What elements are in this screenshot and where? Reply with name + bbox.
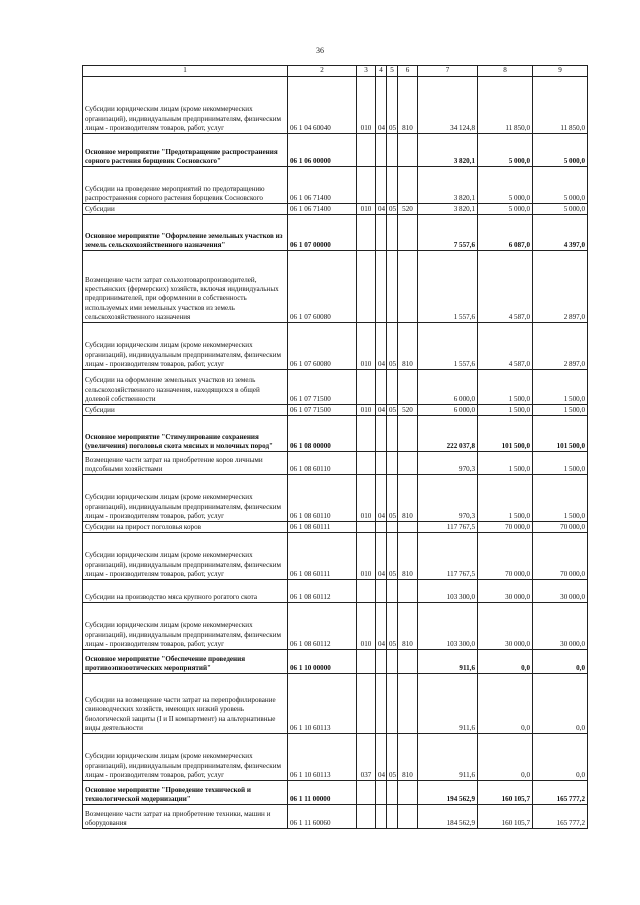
subsection-code [387,452,398,475]
col-header-1: 1 [83,66,288,77]
budget-code: 06 1 08 60111 [288,522,357,533]
expense-type-code [398,416,418,452]
budget-code: 06 1 06 00000 [288,134,357,167]
expense-type-code: 810 [398,734,418,781]
ministry-code [357,805,376,829]
item-name: Субсидии на возмещение части затрат на перепрофилирование свиноводческих хозяйств, имеющих низкий уровень биологической защиты (I и II компартмент) на альтернативные виды деятельности [83,674,288,734]
expense-type-code [398,781,418,805]
budget-code: 06 1 08 60111 [288,533,357,580]
expense-type-code [398,580,418,603]
item-name: Основное мероприятие "Оформление земельных участков из земель сельскохозяйственного назначения" [83,215,288,251]
section-code: 04 [376,533,387,580]
amount-col-9: 1 500,0 [533,475,588,522]
amount-col-9: 4 397,0 [533,215,588,251]
item-name: Субсидии юридическим лицам (кроме некоммерческих организаций), индивидуальным предпринимателям, физическим лицам - производителям товаров, работ, услуг [83,323,288,370]
subsection-code [387,251,398,323]
section-code [376,452,387,475]
col-header-3: 3 [357,66,376,77]
expense-type-code [398,134,418,167]
amount-col-9: 0,0 [533,674,588,734]
item-name: Субсидии на проведение мероприятий по предотвращению распространения сорного растения борщевик Сосновского [83,167,288,204]
budget-code: 06 1 06 71400 [288,167,357,204]
expense-type-code [398,251,418,323]
subsection-code [387,580,398,603]
item-name: Возмещение части затрат на приобретение техники, машин и оборудования [83,805,288,829]
item-name: Основное мероприятие "Проведение технической и технологической модернизации" [83,781,288,805]
amount-col-7: 6 000,0 [418,405,478,416]
item-name: Основное мероприятие "Предотвращение распространения сорного растения борщевик Сосновского" [83,134,288,167]
subsection-code: 05 [387,77,398,134]
budget-code: 06 1 10 00000 [288,650,357,674]
amount-col-8: 5 000,0 [478,167,533,204]
budget-code: 06 1 07 71500 [288,405,357,416]
ministry-code: 010 [357,323,376,370]
budget-code: 06 1 10 60113 [288,674,357,734]
amount-col-7: 1 557,6 [418,323,478,370]
table-row [83,580,588,603]
amount-col-9: 1 500,0 [533,452,588,475]
amount-col-8: 70 000,0 [478,522,533,533]
amount-col-8: 4 587,0 [478,251,533,323]
budget-code: 06 1 08 60110 [288,452,357,475]
item-name: Субсидии [83,405,288,416]
budget-code: 06 1 07 00000 [288,215,357,251]
item-name: Субсидии на производство мяса крупного рогатого скота [83,580,288,603]
table-row [83,475,588,522]
ministry-code [357,580,376,603]
col-header-7: 7 [418,66,478,77]
ministry-code: 010 [357,77,376,134]
item-name: Субсидии на прирост поголовья коров [83,522,288,533]
budget-code: 06 1 07 60080 [288,251,357,323]
ministry-code [357,167,376,204]
amount-col-9: 30 000,0 [533,580,588,603]
header-row [83,66,588,77]
amount-col-7: 1 557,6 [418,251,478,323]
subsection-code: 05 [387,533,398,580]
amount-col-7: 6 000,0 [418,370,478,405]
item-name: Субсидии юридическим лицам (кроме некоммерческих организаций), индивидуальным предпринимателям, физическим лицам - производителям товаров, работ, услуг [83,77,288,134]
subsection-code [387,522,398,533]
amount-col-8: 0,0 [478,734,533,781]
expense-type-code [398,370,418,405]
amount-col-8: 160 105,7 [478,781,533,805]
col-header-4: 4 [376,66,387,77]
subsection-code: 05 [387,323,398,370]
expense-type-code: 810 [398,475,418,522]
amount-col-7: 911,6 [418,650,478,674]
table-row [83,533,588,580]
amount-col-8: 101 500,0 [478,416,533,452]
section-code [376,781,387,805]
section-code: 04 [376,475,387,522]
ministry-code: 010 [357,475,376,522]
table-row [83,405,588,416]
amount-col-8: 1 500,0 [478,405,533,416]
amount-col-8: 5 000,0 [478,204,533,215]
amount-col-7: 911,6 [418,674,478,734]
amount-col-9: 30 000,0 [533,603,588,650]
col-header-6: 6 [398,66,418,77]
expense-type-code: 810 [398,603,418,650]
subsection-code [387,781,398,805]
amount-col-9: 0,0 [533,650,588,674]
item-name: Субсидии [83,204,288,215]
subsection-code [387,416,398,452]
amount-col-8: 30 000,0 [478,603,533,650]
amount-col-7: 7 557,6 [418,215,478,251]
item-name: Субсидии юридическим лицам (кроме некоммерческих организаций), индивидуальным предпринимателям, физическим лицам - производителям товаров, работ, услуг [83,603,288,650]
budget-table [82,65,588,829]
ministry-code [357,370,376,405]
expense-type-code [398,805,418,829]
table-row [83,734,588,781]
budget-code: 06 1 11 00000 [288,781,357,805]
item-name: Субсидии юридическим лицам (кроме некоммерческих организаций), индивидуальным предпринимателям, физическим лицам - производителям товаров, работ, услуг [83,533,288,580]
amount-col-7: 3 820,1 [418,204,478,215]
item-name: Возмещение части затрат на приобретение коров личными подсобными хозяйствами [83,452,288,475]
budget-code: 06 1 07 71500 [288,370,357,405]
amount-col-7: 117 767,5 [418,533,478,580]
col-header-9: 9 [533,66,588,77]
budget-code: 06 1 07 60080 [288,323,357,370]
subsection-code [387,805,398,829]
amount-col-9: 2 897,0 [533,251,588,323]
subsection-code [387,167,398,204]
expense-type-code [398,167,418,204]
section-code: 04 [376,77,387,134]
ministry-code: 010 [357,204,376,215]
table-row [83,650,588,674]
budget-code: 06 1 10 60113 [288,734,357,781]
table-row [83,416,588,452]
amount-col-8: 1 500,0 [478,452,533,475]
table-row [83,251,588,323]
item-name: Основное мероприятие "Обеспечение проведения противоэпизоотических мероприятий" [83,650,288,674]
ministry-code [357,650,376,674]
ministry-code: 010 [357,405,376,416]
table-row [83,167,588,204]
subsection-code [387,370,398,405]
amount-col-8: 160 105,7 [478,805,533,829]
section-code [376,805,387,829]
section-code: 04 [376,405,387,416]
ministry-code [357,522,376,533]
section-code [376,416,387,452]
amount-col-9: 1 500,0 [533,370,588,405]
expense-type-code: 810 [398,77,418,134]
subsection-code: 05 [387,734,398,781]
ministry-code [357,251,376,323]
budget-code: 06 1 08 60112 [288,580,357,603]
section-code [376,650,387,674]
amount-col-7: 103 300,0 [418,603,478,650]
amount-col-9: 11 850,0 [533,77,588,134]
amount-col-8: 70 000,0 [478,533,533,580]
section-code [376,522,387,533]
section-code: 04 [376,734,387,781]
table-row [83,781,588,805]
budget-code: 06 1 08 00000 [288,416,357,452]
item-name: Возмещение части затрат сельхозтоваропроизводителей, крестьянских (фермерских) хозяйств, включая индивидуальных предпринимателей, при оформлении в собственность используемых ими земельных участков из земель сельскохозяйственного назначения [83,251,288,323]
amount-col-7: 222 037,8 [418,416,478,452]
table-row [83,370,588,405]
table-row [83,603,588,650]
amount-col-9: 2 897,0 [533,323,588,370]
col-header-2: 2 [288,66,357,77]
table-row [83,77,588,134]
amount-col-9: 165 777,2 [533,805,588,829]
table-row [83,674,588,734]
expense-type-code: 520 [398,405,418,416]
amount-col-9: 5 000,0 [533,167,588,204]
expense-type-code [398,452,418,475]
amount-col-8: 30 000,0 [478,580,533,603]
subsection-code: 05 [387,204,398,215]
amount-col-9: 5 000,0 [533,204,588,215]
amount-col-7: 3 820,1 [418,167,478,204]
table-row [83,805,588,829]
section-code [376,370,387,405]
table-row [83,134,588,167]
ministry-code [357,134,376,167]
section-code: 04 [376,603,387,650]
section-code [376,674,387,734]
amount-col-8: 0,0 [478,674,533,734]
table-row [83,215,588,251]
amount-col-7: 194 562,9 [418,781,478,805]
amount-col-9: 70 000,0 [533,533,588,580]
subsection-code [387,674,398,734]
amount-col-7: 911,6 [418,734,478,781]
item-name: Субсидии на оформление земельных участков из земель сельскохозяйственного назначения, находящихся в общей долевой собственности [83,370,288,405]
ministry-code [357,215,376,251]
col-header-5: 5 [387,66,398,77]
table-body [83,77,588,829]
expense-type-code [398,522,418,533]
ministry-code [357,452,376,475]
amount-col-7: 3 820,1 [418,134,478,167]
table-row [83,522,588,533]
section-code [376,215,387,251]
budget-code: 06 1 11 60060 [288,805,357,829]
section-code [376,134,387,167]
ministry-code: 010 [357,533,376,580]
amount-col-7: 103 300,0 [418,580,478,603]
expense-type-code: 520 [398,204,418,215]
amount-col-8: 6 087,0 [478,215,533,251]
budget-code: 06 1 08 60110 [288,475,357,522]
amount-col-8: 11 850,0 [478,77,533,134]
subsection-code: 05 [387,603,398,650]
subsection-code [387,215,398,251]
budget-code: 06 1 08 60112 [288,603,357,650]
table-row [83,323,588,370]
amount-col-9: 1 500,0 [533,405,588,416]
amount-col-7: 34 124,8 [418,77,478,134]
amount-col-7: 970,3 [418,452,478,475]
section-code: 04 [376,204,387,215]
section-code [376,251,387,323]
budget-code: 06 1 04 60040 [288,77,357,134]
amount-col-8: 1 500,0 [478,370,533,405]
ministry-code: 037 [357,734,376,781]
ministry-code: 010 [357,603,376,650]
ministry-code [357,781,376,805]
subsection-code [387,134,398,167]
expense-type-code: 810 [398,533,418,580]
amount-col-9: 101 500,0 [533,416,588,452]
section-code [376,580,387,603]
amount-col-8: 0,0 [478,650,533,674]
col-header-8: 8 [478,66,533,77]
item-name: Субсидии юридическим лицам (кроме некоммерческих организаций), индивидуальным предпринимателям, физическим лицам - производителям товаров, работ, услуг [83,475,288,522]
budget-code: 06 1 06 71400 [288,204,357,215]
subsection-code: 05 [387,405,398,416]
amount-col-7: 184 562,9 [418,805,478,829]
amount-col-8: 1 500,0 [478,475,533,522]
page-number: 36 [316,46,324,55]
expense-type-code: 810 [398,323,418,370]
section-code: 04 [376,323,387,370]
section-code [376,167,387,204]
amount-col-7: 970,3 [418,475,478,522]
table-row [83,452,588,475]
ministry-code [357,416,376,452]
amount-col-7: 117 767,5 [418,522,478,533]
subsection-code [387,650,398,674]
amount-col-8: 4 587,0 [478,323,533,370]
amount-col-9: 0,0 [533,734,588,781]
table-row [83,204,588,215]
subsection-code: 05 [387,475,398,522]
expense-type-code [398,650,418,674]
ministry-code [357,674,376,734]
expense-type-code [398,674,418,734]
amount-col-9: 70 000,0 [533,522,588,533]
item-name: Основное мероприятие "Стимулирование сохранения (увеличения) поголовья скота мясных и молочных пород" [83,416,288,452]
amount-col-9: 5 000,0 [533,134,588,167]
amount-col-8: 5 000,0 [478,134,533,167]
item-name: Субсидии юридическим лицам (кроме некоммерческих организаций), индивидуальным предпринимателям, физическим лицам - производителям товаров, работ, услуг [83,734,288,781]
expense-type-code [398,215,418,251]
amount-col-9: 165 777,2 [533,781,588,805]
